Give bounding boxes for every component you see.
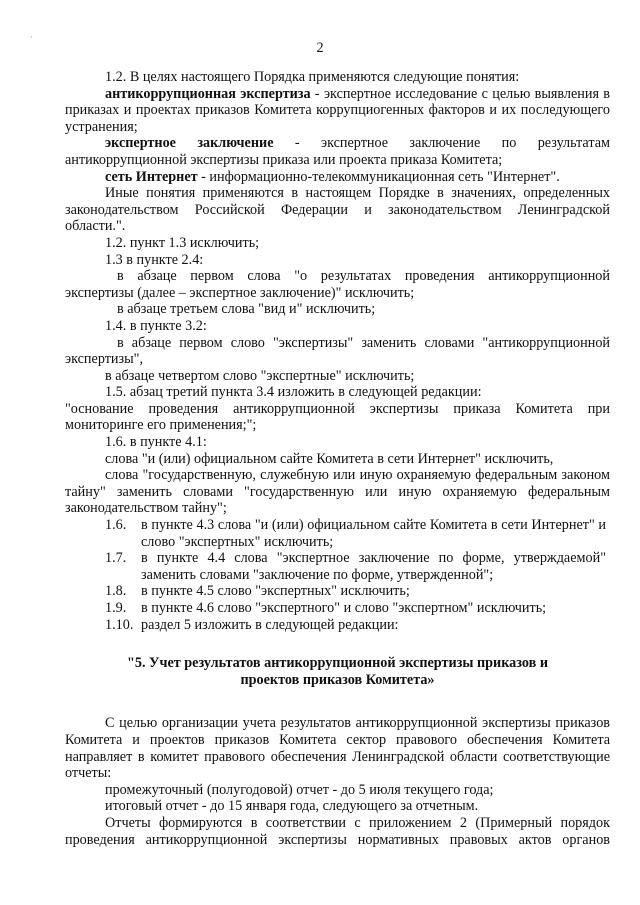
section-paragraph-interim-report: промежуточный (полугодовой) отчет - до 5 июля текущего года; xyxy=(105,781,494,798)
amendment-1-4: 1.4. в пункте 3.2: xyxy=(105,317,207,334)
amendment-1-3: 1.3 в пункте 2.4: xyxy=(105,251,204,268)
amendment-1-4-b: в абзаце четвертом слово "экспертные" исключить; xyxy=(105,367,415,384)
amendment-1-3-a: в абзаце первом слова "о результатах проведения антикоррупционной экспертизы (далее – экспертное заключение)" исключить; xyxy=(65,268,610,301)
list-item xyxy=(65,617,610,634)
definition-text: - экспертное исследование с целью выявления в приказах и проектах приказов Комитета коррупциогенных факторов и их последующего устранения; xyxy=(65,85,610,135)
section-paragraph-reports: С целью организации учета результатов антикоррупционной экспертизы приказов Комитета и проектов приказов Комитета сектор правового обеспечения Комитета направляет в комитет правового обеспечения Ленинградской области соответствующие отчеты: xyxy=(65,715,610,782)
list-item xyxy=(65,517,610,550)
item-number: 1.6. xyxy=(105,517,127,534)
section-heading xyxy=(65,655,610,688)
page-number: 2 xyxy=(316,40,324,56)
definition-text: - экспертное заключение по результатам антикоррупционной экспертизы приказа или проекта приказа Комитета; xyxy=(65,135,611,168)
paragraph-1-2-intro: 1.2. В целях настоящего Порядка применяются следующие понятия: xyxy=(105,69,520,85)
amendment-1-5: 1.5. абзац третий пункта 3.4 изложить в следующей редакции: xyxy=(105,384,482,401)
list-item xyxy=(65,583,610,600)
item-text: в пункте 4.4 слова "экспертное заключение по форме, утверждаемой" заменить словами "заключение по форме, утвержденной"; xyxy=(141,550,606,583)
definition-expert-conclusion xyxy=(65,135,610,168)
term-expert-conclusion: экспертное заключение xyxy=(105,135,274,152)
list-item xyxy=(65,550,610,583)
amendment-1-4-a: в абзаце первом слово "экспертизы" заменить словами "антикоррупционной экспертизы", xyxy=(65,334,610,368)
term-anticorruption-expertise: антикоррупционная экспертиза xyxy=(105,85,311,102)
section-heading-line-2: проектов приказов Комитета» xyxy=(240,671,435,688)
item-text: в пункте 4.5 слово "экспертных" исключить; xyxy=(141,583,410,600)
definition-internet xyxy=(65,169,610,186)
definition-anticorruption-expertise xyxy=(65,86,610,136)
amendment-1-6: 1.6. в пункте 4.1: xyxy=(105,434,207,451)
list-item xyxy=(65,600,610,617)
section-heading-line-1: "5. Учет результатов антикоррупционной экспертизы приказов и xyxy=(126,655,549,672)
item-number: 1.10. xyxy=(105,616,134,633)
item-text: в пункте 4.3 слова "и (или) официальном сайте Комитета в сети Интернет" и слово "экспертных" исключить; xyxy=(141,517,606,550)
term-internet: сеть Интернет xyxy=(105,168,198,185)
item-number: 1.9. xyxy=(105,600,127,616)
amendment-1-6-b: слова "государственную, служебную или иную охраняемую федеральным законом тайну" заменить словами "государственную или иную охраняемую федеральным законодательством тайну"; xyxy=(65,467,610,517)
item-text: раздел 5 изложить в следующей редакции: xyxy=(141,616,399,633)
corner-mark: · xyxy=(30,33,33,42)
item-text: в пункте 4.6 слово "экспертного" и слово "экспертном" исключить; xyxy=(141,600,547,616)
definition-text: - информационно-телекоммуникационная сеть "Интернет". xyxy=(197,168,560,185)
item-number: 1.7. xyxy=(105,550,127,567)
amendment-1-3-b: в абзаце третьем слова "вид и" исключить; xyxy=(117,301,376,318)
amendment-1-5-a: "основание проведения антикоррупционной экспертизы приказа Комитета при мониторинге его применения;"; xyxy=(65,400,610,434)
paragraph-other-concepts: Иные понятия применяются в настоящем Порядке в значениях, определенных законодательством Российской Федерации и законодательством Ленинградской области.". xyxy=(65,185,610,235)
amendment-1-6-a: слова "и (или) официальном сайте Комитета в сети Интернет" исключить, xyxy=(105,450,554,467)
section-paragraph-final-report: итоговый отчет - до 15 января года, следующего за отчетным. xyxy=(105,798,479,815)
document-body xyxy=(65,69,610,848)
amendment-1-2: 1.2. пункт 1.3 исключить; xyxy=(105,234,260,251)
section-paragraph-forming: Отчеты формируются в соответствии с приложением 2 (Примерный порядок проведения антикоррупционной экспертизы нормативных правовых актов органов xyxy=(65,814,610,848)
item-number: 1.8. xyxy=(105,583,127,600)
